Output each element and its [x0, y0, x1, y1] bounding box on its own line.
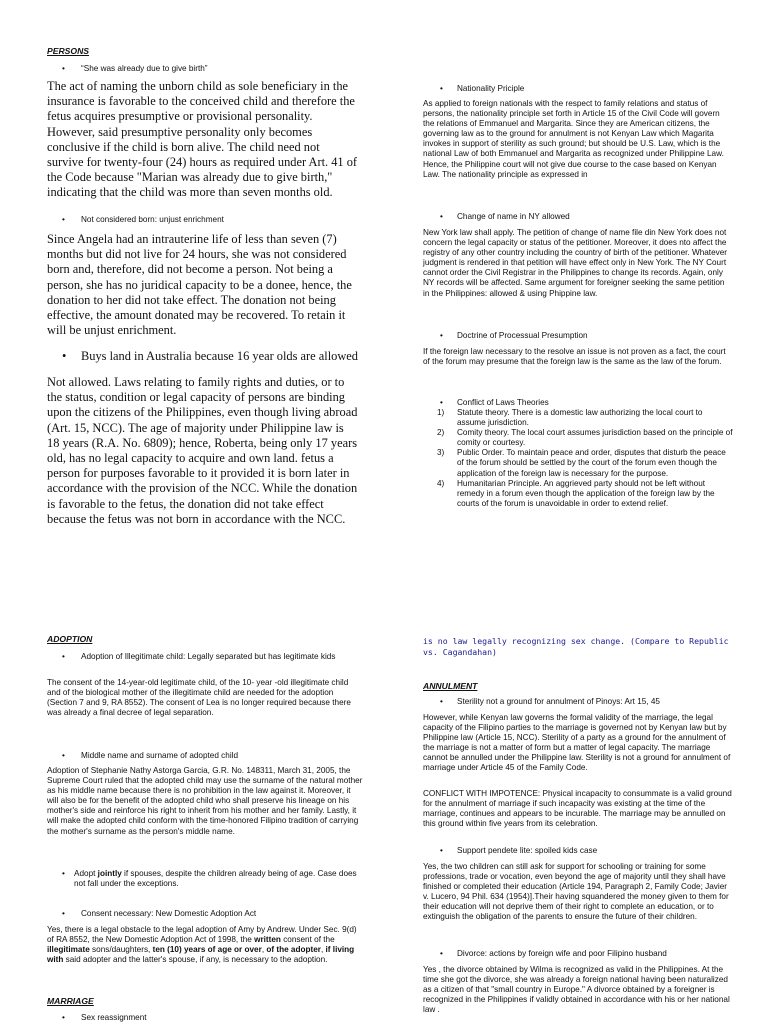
bullet-text: Support pendete lite: spoiled kids case [457, 846, 598, 855]
bullet-text: Doctrine of Processual Presumption [457, 331, 588, 340]
list-item: 1) Statute theory. There is a domestic law authorizing the local court to assume jurisdiction. [437, 408, 703, 428]
bullet-text: Not considered born: unjust enrichment [81, 215, 224, 224]
list-item: 2) Comity theory. The local court assumes jurisdiction based on the principle of comity or courtesy. [437, 428, 733, 448]
list-item: 3) Public Order. To maintain peace and order, disputes that disturb the peace of the forum should be settled by the court of the forum even though the application of the foreign law is necessary for the purpose. [437, 448, 726, 478]
adoption-paragraph-1: The consent of the 14-year-old legitimate child, of the 10- year -old illegitimate child and of the biological mother of the illegitimate child are needed for the adoption (Section 7 and 9, RA 8552). The consent of Lea is no longer required because there was already a final decree of legal separation. [47, 678, 351, 718]
bullet-text: Consent necessary: New Domestic Adoption Act [81, 909, 257, 918]
persons-paragraph-1: The act of naming the unborn child as sole beneficiary in the insurance is favorable to the conceived child and therefore the fetus acquires presumptive or provisional personality. However, said presumptive personality only becomes conclusive if the child is born alive. The child need not survive for twenty-four (24) hours as required under Art. 41 of the Code because "Marian was already due to give birth," indicating that the child was more than seven months old. [47, 79, 358, 200]
bullet-text: Adoption of Illegitimate child: Legally separated but has legitimate kids [81, 652, 336, 661]
bullet-text: Middle name and surname of adopted child [81, 751, 239, 760]
bullet-text: Sterility not a ground for annulment of Pinoys: Art 15, 45 [457, 697, 660, 706]
bullet-text: Nationality Priciple [457, 84, 525, 93]
bullet-icon: • [440, 398, 443, 407]
annulment-paragraph-4: Yes , the divorce obtained by Wilma is recognized as valid in the Philippines. At the time she got the divorce, she was already a foreign national having been naturalized as a citizen of that "small country in Europe." A divorce obtained by a foreigner is recognized in the Philippines if validly obtained in accordance with his or her national law . [423, 965, 730, 1015]
bullet-icon: • [440, 697, 443, 706]
adoption-heading: ADOPTION [47, 634, 93, 644]
adoption-paragraph-2: Adoption of Stephanie Nathy Astorga Garcia, G.R. No. 148311, March 31, 2005, the Supreme Court ruled that the adopted child may use the surname of the natural mother as his middle name because there is no prohibition in the law against it. Moreover, it will also be for the benefit of the adopted child who shall preserve his lineage on his mother's side and reinforce his right to inherit from his mother and her family. Lastly, it will make the adopted child conform with the time-honored Filipino tradition of carrying the mother's surname as the person's middle name. [47, 766, 363, 836]
annulment-paragraph-2: CONFLICT WITH IMPOTENCE: Physical incapacity to consummate is a valid ground for the annulment of marriage if such incapacity was existing at the time of the marriage, continues and appears to be incurable. The marriage may be annulled on this ground within five years from its celebration. [423, 789, 732, 829]
annulment-paragraph-3: Yes, the two children can still ask for support for schooling or training for some professions, trade or vocation, even beyond the age of majority until they shall have finished or completed their education (Article 194, Paragraph 2, Family Code; Javier v. Lucero, 94 Phil. 634 (1954)].Their having squandered the money given to them for their education will not deprive them of their right to complete an education, or to extinguish the obligation of the parents to ensure the future of their children. [423, 862, 729, 922]
marriage-heading: MARRIAGE [47, 996, 94, 1006]
bullet-icon: • [62, 909, 65, 918]
nationality-paragraph: As applied to foreign nationals with the respect to family relations and status of persons, the nationality principle set forth in Article 15 of the Civil Code will govern the relations of Emmanuel and Margarita. Since they are American citizens, the governing law as to the ground for annulment is not Kenyan Law which Magarita invokes in support of sterility as such ground; but should be U.S. Law, which is the national Law of both Emmanuel and Margarita as recognized under Philippine Law. Hence, the Philippine court will not give due course to the case based on Kenyan Law. The nationality principle as expressed in [423, 99, 724, 179]
bullet-icon: • [440, 84, 443, 93]
bullet-text: Change of name in NY allowed [457, 212, 570, 221]
bullet-icon: • [62, 1013, 65, 1022]
sex-change-note: is no law legally recognizing sex change. (Compare to Republic vs. Cagandahan) [423, 636, 729, 657]
bullet-icon: • [62, 751, 65, 760]
annulment-paragraph-1: However, while Kenyan law governs the formal validity of the marriage, the legal capacity of the Filipino parties to the marriage is governed not by Kenyan law but by Philippine law (Article 15, NCC). Sterility of a party as a ground for the annulment of the marriage is not a matter of form but a matter of legal capacity. The marriage cannot be annulled under the Philippine law. Sterility is not a ground for annulment of marriage under Article 45 of the Family Code. [423, 713, 731, 773]
ny-name-change-paragraph: New York law shall apply. The petition of change of name file din New York does not concern the legal capacity or status of the petitioner. Moreover, it does nto affect the registry of any other country including the country of birth of the petitioner. Whatever judgment is rendered in that petition will have effect only in New York. The NY Court cannot order the Civil Registrar in the Philippines to change its records. Again, only NY records will be affected. Same argument for foreigner seeking the same petition in the Philippines: allowed & using Phippine law. [423, 228, 728, 298]
bullet-icon: • [440, 949, 443, 958]
bullet-icon: • [62, 869, 65, 878]
persons-paragraph-2: Since Angela had an intrauterine life of less than seven (7) months but did not live for 24 hours, she was not considered born and, therefore, did not become a person. Not being a person, she has no juridical capacity to be a donee, hence, the donation to her did not take effect. The donation not being effective, the amount donated may be recovered. To retain it will be unjust enrichment. [47, 232, 352, 338]
conflict-theories-list [437, 408, 733, 509]
bullet-icon: • [440, 846, 443, 855]
bullet-text: “She was already due to give birth” [81, 64, 208, 73]
processual-presumption-paragraph: If the foreign law necessary to the resolve an issue is not proven as a fact, the court of the forum may presume that the foreign law is the same as the law of the forum. [423, 347, 726, 367]
persons-paragraph-3: Not allowed. Laws relating to family rights and duties, or to the status, condition or legal capacity of persons are binding upon the citizens of the Philippines, even though living abroad (Art. 15, NCC). The age of majority under Philippine law is 18 years (R.A. No. 6809); hence, Roberta, being only 17 years old, has no legal capacity to acquire and own land. fetus a person for purposes favorable to it provided it is born later in accordance with the provision of the NCC. While the donation is favorable to the fetus, the donation did not take effect because the fetus was not born in accordance with the NCC. [47, 375, 358, 526]
bullet-icon: • [440, 212, 443, 221]
annulment-heading: ANNULMENT [423, 681, 478, 691]
bullet-icon: • [62, 652, 65, 661]
persons-heading: PERSONS [47, 46, 90, 56]
bullet-icon: • [62, 64, 65, 73]
bullet-text: Divorce: actions by foreign wife and poor Filipino husband [457, 949, 667, 958]
adoption-paragraph-4: Yes, there is a legal obstacle to the legal adoption of Amy by Andrew. Under Sec. 9(d) of RA 8552, the New Domestic Adoption Act of 1998, the written consent of the illegitimate sons/daughters, ten (10) years of age or over, of the adopter, if living with said adopter and the latter's spouse, if any, is necessary to the adoption. [47, 925, 357, 965]
list-item: 4) Humanitarian Principle. An aggrieved party should not be left without remedy in a forum even though the application of the foreign law by the courts of the forum is unavoidable in order to extend relief. [437, 478, 715, 508]
bullet-icon: • [62, 349, 67, 363]
bullet-text: Buys land in Australia because 16 year olds are allowed [81, 349, 358, 363]
bullet-text: Adopt jointly if spouses, despite the children already being of age. Case does not fall under the exceptions. [74, 869, 357, 889]
bullet-text: Sex reassignment [81, 1013, 147, 1022]
bullet-text: Conflict of Laws Theories [457, 398, 549, 407]
bullet-icon: • [440, 331, 443, 340]
bullet-icon: • [62, 215, 65, 224]
